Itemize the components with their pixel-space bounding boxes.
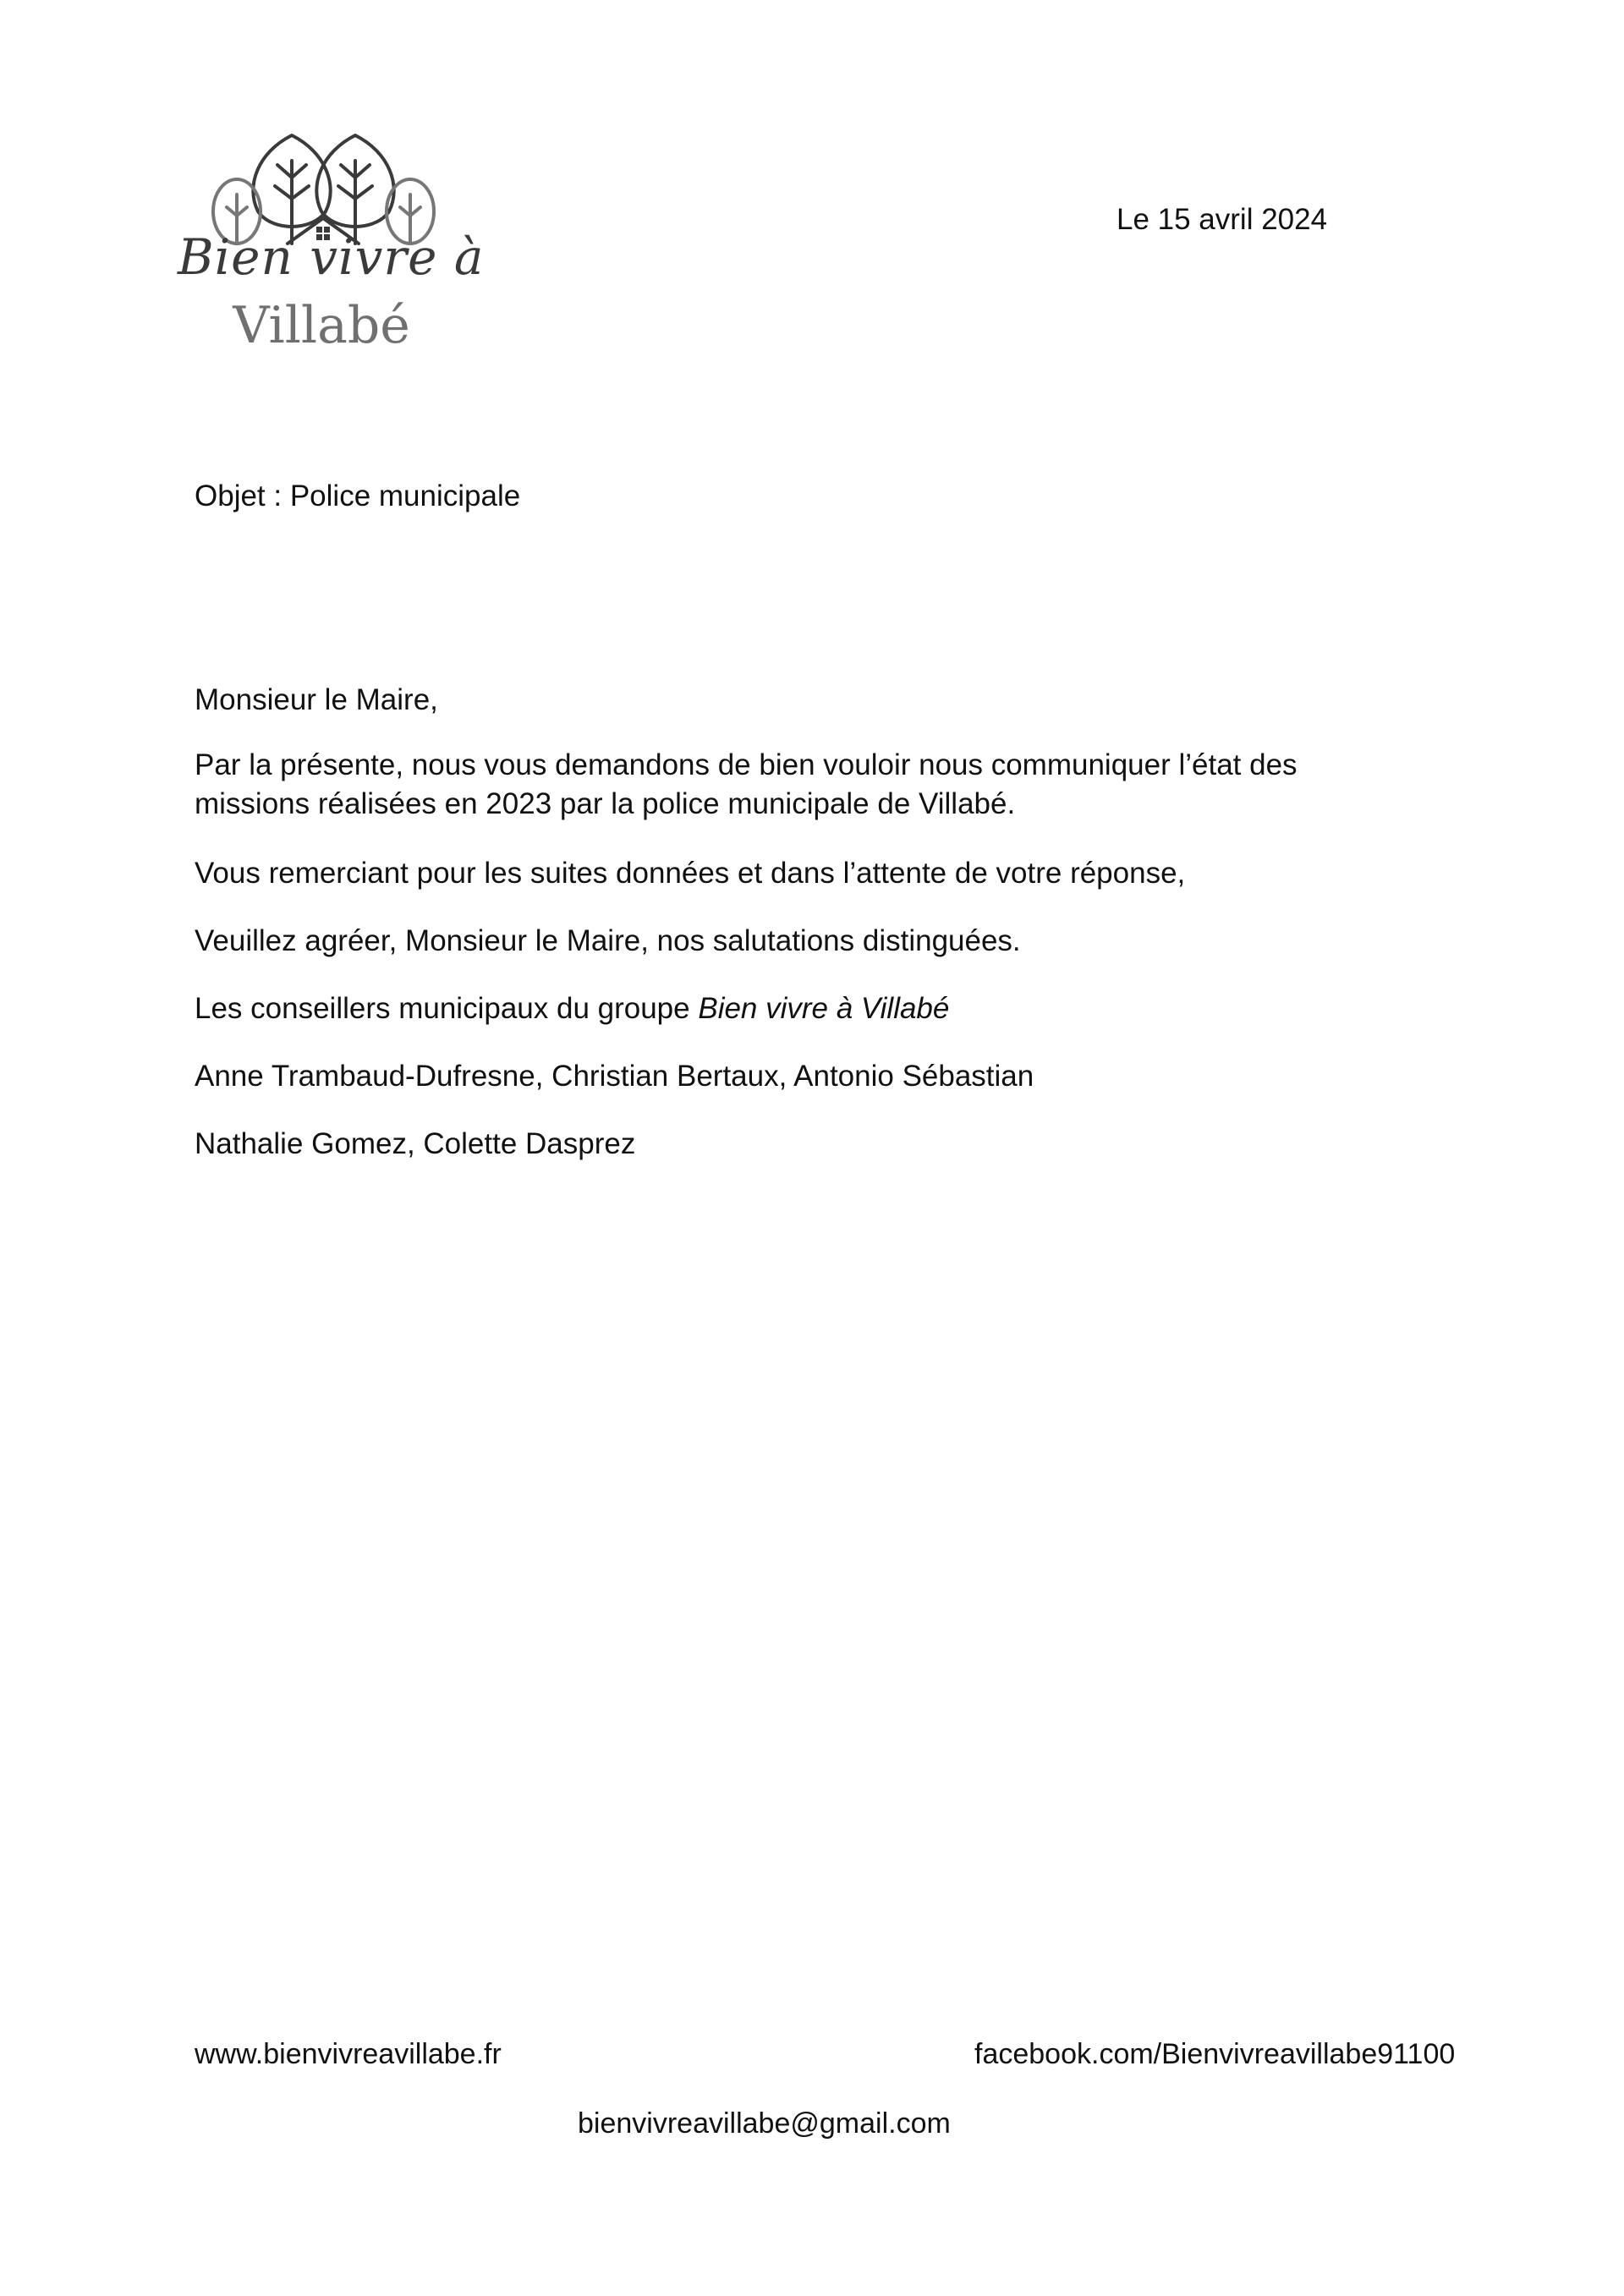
letter-body-line: missions réalisées en 2023 par la police municipale de Villabé. <box>195 787 1016 820</box>
logo <box>178 127 485 372</box>
letter-body <box>195 746 1298 824</box>
letter-salutation: Monsieur le Maire, <box>195 683 438 716</box>
trees-house-icon <box>178 127 465 245</box>
letter-thanks: Vous remerciant pour les suites données et dans l’attente de votre réponse, <box>195 857 1186 890</box>
logo-script-text: Bien vivre à <box>178 228 485 286</box>
letter-subject: Objet : Police municipale <box>195 479 521 512</box>
logo-town-text: Villabé <box>233 296 410 355</box>
letter-signatories-line: Anne Trambaud-Dufresne, Christian Bertaux, Antonio Sébastian <box>195 1060 1034 1093</box>
footer-email-link[interactable]: bienvivreavillabe@gmail.com <box>578 2107 951 2140</box>
signature-prefix: Les conseillers municipaux du groupe <box>195 992 699 1025</box>
footer-website-link[interactable]: www.bienvivreavillabe.fr <box>195 2038 502 2070</box>
letter-date: Le 15 avril 2024 <box>1116 203 1328 236</box>
letter-signatories-line: Nathalie Gomez, Colette Dasprez <box>195 1127 636 1160</box>
signature-group-name: Bien vivre à Villabé <box>698 992 950 1025</box>
letter-closing: Veuillez agréer, Monsieur le Maire, nos salutations distinguées. <box>195 924 1021 957</box>
letter-signature <box>195 989 949 1028</box>
letter-body-line: Par la présente, nous vous demandons de bien vouloir nous communiquer l’état des <box>195 748 1298 781</box>
footer-facebook-link[interactable]: facebook.com/Bienvivreavillabe91100 <box>974 2038 1456 2070</box>
